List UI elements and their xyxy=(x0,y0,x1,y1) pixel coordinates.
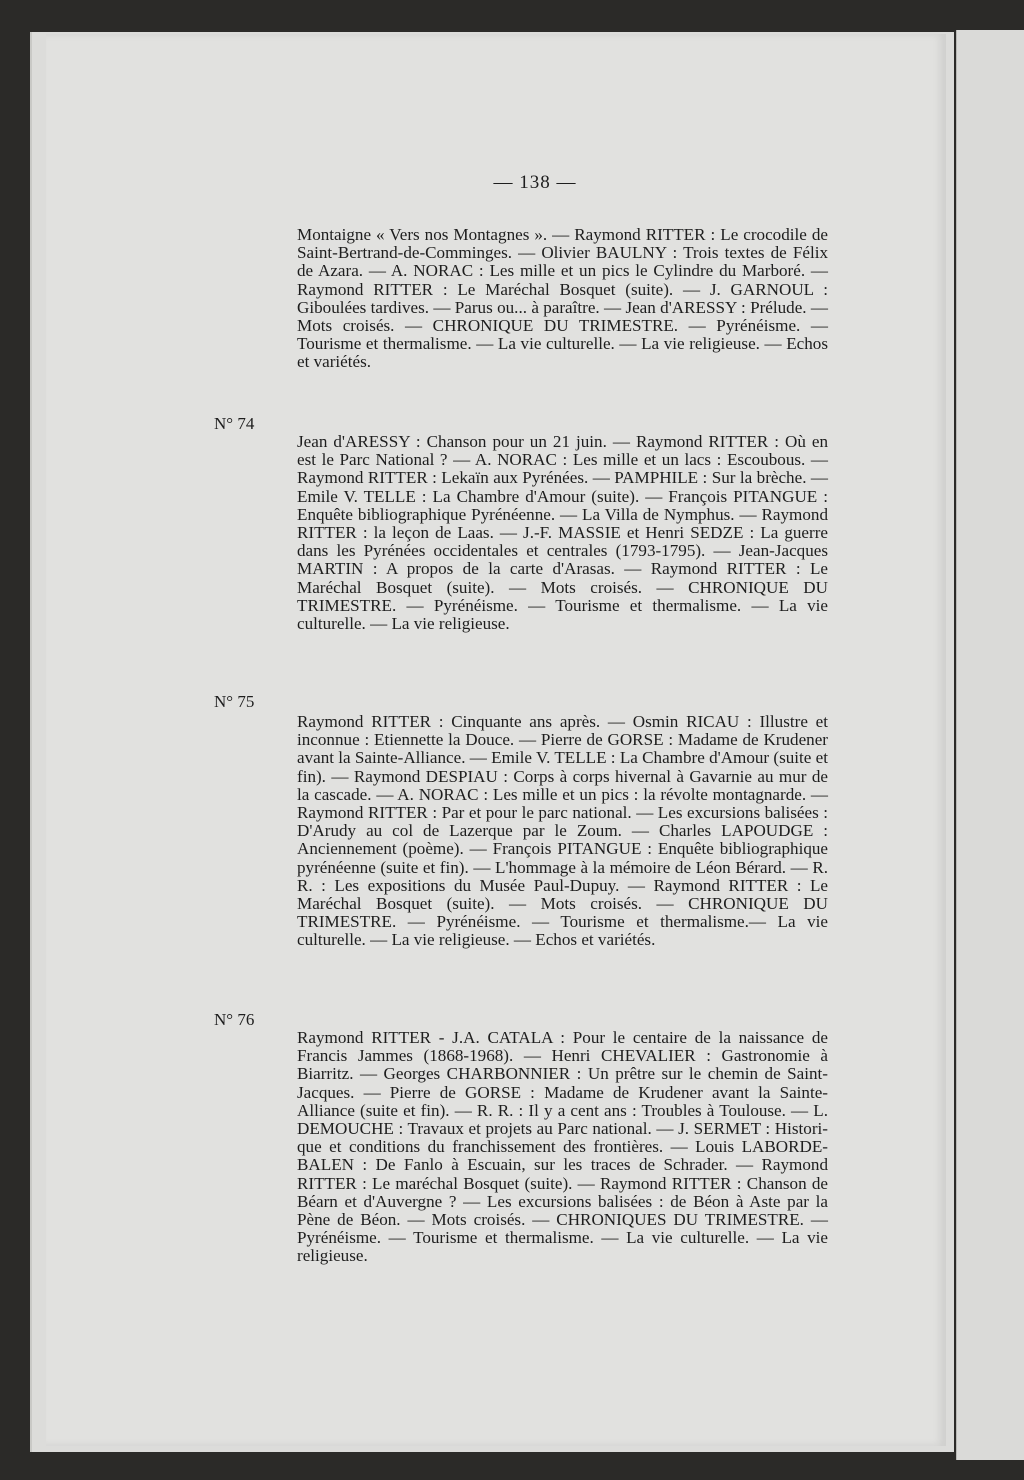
facing-page-edge xyxy=(956,30,1024,1460)
issue-number-74: N° 74 xyxy=(214,414,255,433)
page-number: — 138 — xyxy=(493,172,577,193)
issue-number-76: N° 76 xyxy=(214,1010,255,1029)
issue-contents-73: Montaigne « Vers nos Montagnes ». — Raymond RITTER : Le crocodile de Saint-Bertrand-de-Comminges. — Olivier BAULNY : Trois textes de Félix de Azara. — A. NORAC : Les mille et un pics le Cylindre du Marboré. — Raymond RITTER : Le Maréchal Bosquet (suite). — J. GARNOUL : Giboulées tardives. — Parus ou... à paraître. — Jean d'ARESSY : Prélude. — Mots croisés. — CHRONIQUE DU TRIMESTRE. — Pyrénéisme. — Tourisme et thermalisme. — La vie culturelle. — La vie religieuse. — Echos et variétés. xyxy=(297,225,828,372)
issue-number-75: N° 75 xyxy=(214,692,255,711)
issue-contents-74: Jean d'ARESSY : Chanson pour un 21 juin. — Raymond RITTER : Où en est le Parc National ? — A. NORAC : Les mille et un lacs : Escoubous. — Raymond RITTER : Lekaïn aux Pyrénées. — PAMPHILE : Sur la brèche. — Emile V. TELLE : La Chambre d'Amour (suite). — François PITANGUE : Enquête bibliographique Pyrénéenne. — La Villa de Nymphus. — Raymond RITTER : la leçon de Laas. — J.-F. MASSIE et Henri SEDZE : La guerre dans les Pyrénées occidentales et centrales (1793-1795). — Jean-Jacques MARTIN : A propos de la carte d'Arasas. — Raymond RITTER : Le Maréchal Bosquet (suite). — Mots croisés. — CHRONIQUE DU TRIMESTRE. — Pyrénéisme. — Tourisme et thermalisme. — La vie culturelle. — La vie religieuse. xyxy=(297,432,828,634)
issue-contents-75: Raymond RITTER : Cinquante ans après. — Osmin RICAU : Illustre et inconnue : Etiennette la Douce. — Pierre de GORSE : Madame de Krudener avant la Sainte-Alliance. — Emile V. TELLE : La Chambre d'Amour (suite et fin). — Raymond DESPIAU : Corps à corps hivernal à Gavarnie au mur de la cascade. — A. NORAC : Les mille et un pics : la révolte montagnarde. — Raymond RITTER : Par et pour le parc national. — Les excursions balisées : D'Arudy au col de Lazerque par le Zoum. — Charles LAPOUDGE : Anciennement (poème). — François PITANGUE : Enquête bibliographique pyrénéenne (suite et fin). — L'hommage à la mémoire de Léon Bérard. — R. R. : Les expositions du Musée Paul-Dupuy. — Raymond RITTER : Le Maréchal Bosquet (suite). — Mots croisés. — CHRONIQUE DU TRIMESTRE. — Pyrénéisme. — Tourisme et thermalisme.— La vie culturelle. — La vie religieuse. — Echos et variétés. xyxy=(297,712,828,950)
issue-contents-76: Raymond RITTER - J.A. CATALA : Pour le centaire de la naissance de Francis Jammes (1868-1968). — Henri CHEVALIER : Gastronomie à Biarritz. — Georges CHARBONNIER : Un prêtre sur le chemin de Saint-Jacques. — Pierre de GORSE : Madame de Krudener avant la Sainte-Alliance (suite et fin). — R. R. : Il y a cent ans : Troubles à Toulouse. — L. DEMOUCHE : Travaux et projets au Parc national. — J. SERMET : Historique et conditions du franchissement des frontières. — Louis LABORDE-BALEN : De Fanlo à Escuain, sur les traces de Schrader. — Raymond RITTER : Le maréchal Bosquet (suite). — Raymond RITTER : Chanson de Béarn et d'Auvergne ? — Les excursions balisées : de Béon à Aste par la Pène de Béon. — Mots croisés. — CHRONIQUES DU TRIMESTRE. — Pyrénéisme. — Tourisme et thermalisme. — La vie culturelle. — La vie religieuse. xyxy=(297,1028,828,1266)
